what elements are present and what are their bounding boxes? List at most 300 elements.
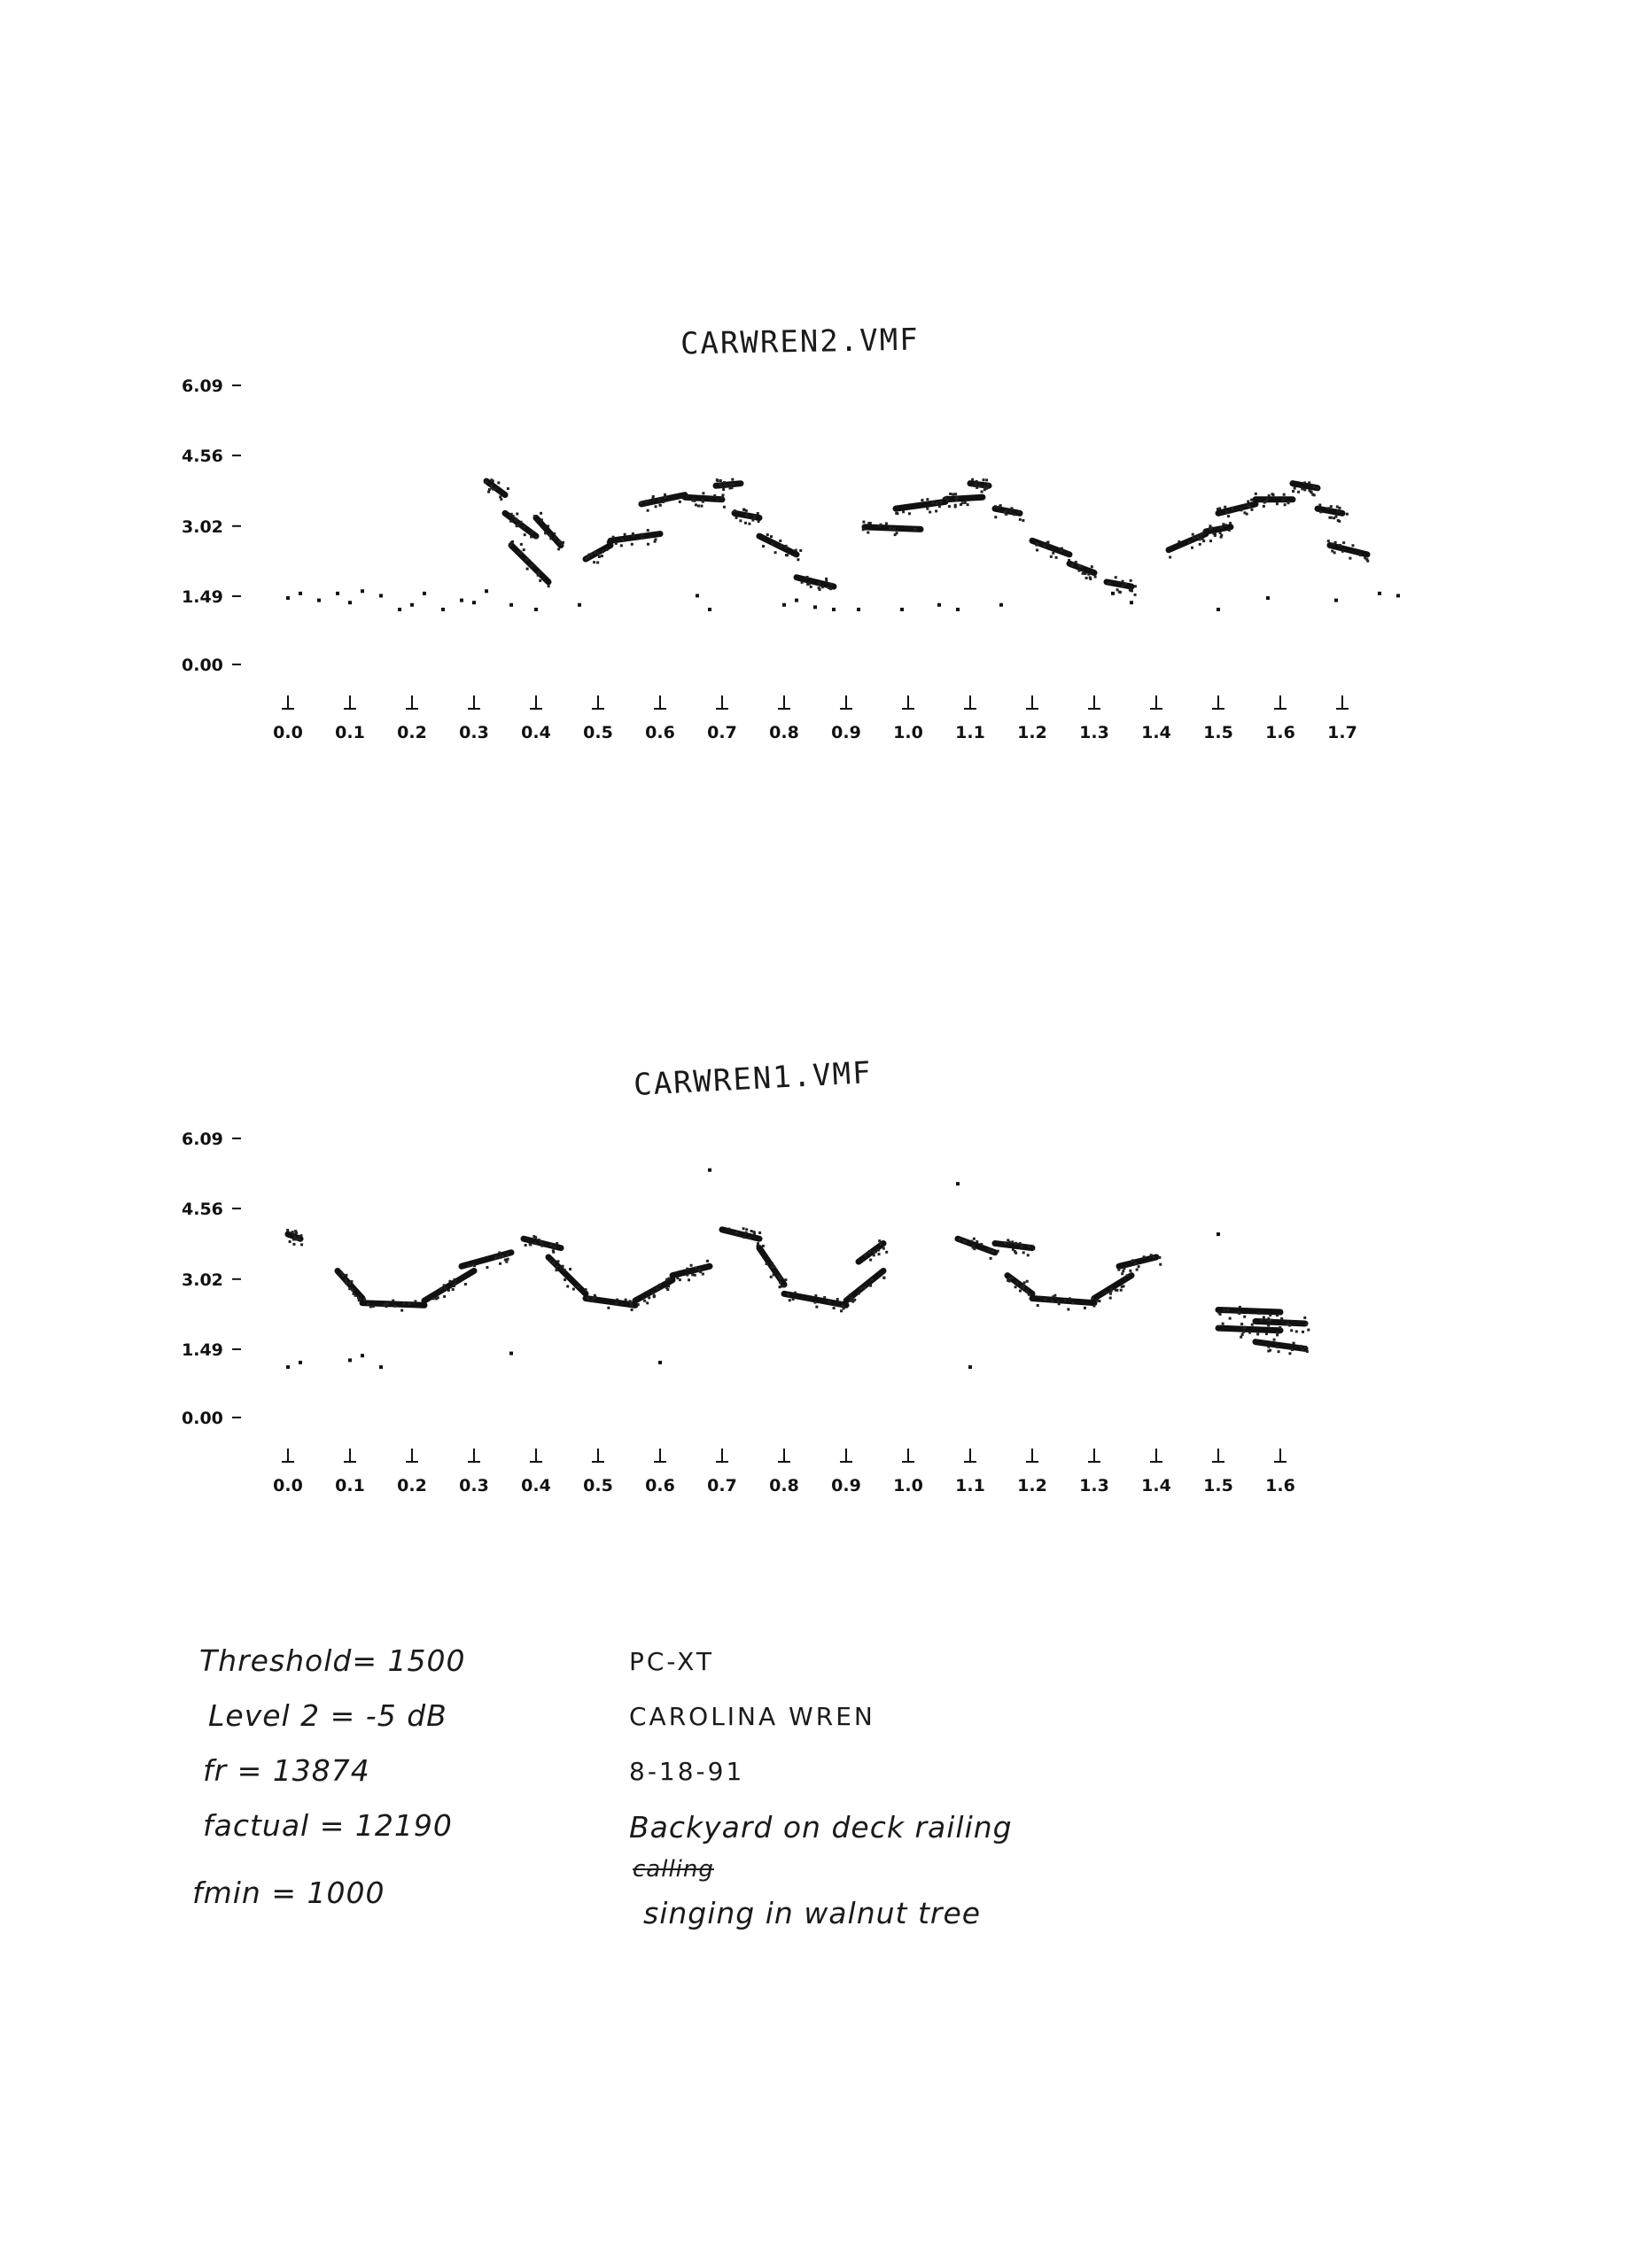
- x-tick-label: 0.6: [645, 1476, 675, 1495]
- data-speckle: [569, 1268, 571, 1270]
- data-speckle: [616, 1299, 618, 1301]
- data-speckle: [656, 1287, 658, 1290]
- data-speckle: [544, 532, 547, 534]
- data-speckle: [1260, 1318, 1263, 1321]
- chart-plot: [0, 292, 1648, 788]
- data-speckle: [1044, 545, 1046, 548]
- data-point: [578, 603, 581, 607]
- x-tick-label: 0.1: [335, 723, 365, 742]
- data-point: [1130, 601, 1133, 604]
- x-tick-label: 0.0: [273, 723, 303, 742]
- data-speckle: [1301, 487, 1303, 490]
- data-speckle: [1169, 555, 1171, 558]
- data-point: [1217, 1232, 1220, 1236]
- note-level: Level 2 = -5 dB: [208, 1698, 447, 1733]
- x-tick-label: 1.5: [1203, 1476, 1233, 1495]
- data-speckle: [499, 1262, 501, 1265]
- data-speckle: [538, 1239, 540, 1241]
- data-speckle: [452, 1288, 455, 1291]
- series-note-5: [1217, 1306, 1310, 1355]
- data-point: [534, 608, 538, 611]
- data-speckle: [779, 1285, 781, 1288]
- series-sparse: [286, 589, 1400, 611]
- data-speckle: [1316, 486, 1318, 489]
- data-speckle: [386, 1302, 389, 1305]
- y-tick-label: 1.49: [182, 586, 223, 607]
- data-speckle: [1123, 1267, 1125, 1270]
- data-speckle: [1007, 1279, 1009, 1282]
- data-speckle: [500, 498, 502, 501]
- data-speckle: [350, 1280, 353, 1283]
- data-speckle: [499, 1256, 501, 1259]
- data-speckle: [372, 1305, 375, 1308]
- series-note-2: [586, 478, 834, 591]
- data-speckle: [1134, 594, 1137, 596]
- data-speckle: [1242, 1331, 1245, 1333]
- data-speckle: [719, 479, 722, 482]
- data-speckle: [1341, 550, 1344, 553]
- data-speckle: [745, 1228, 748, 1231]
- data-speckle: [533, 1242, 536, 1245]
- data-speckle: [594, 551, 596, 554]
- data-point: [968, 1365, 972, 1369]
- data-speckle: [1028, 1293, 1030, 1296]
- data-speckle: [1327, 540, 1330, 542]
- data-speckle: [1286, 1324, 1288, 1326]
- data-speckle: [289, 1240, 292, 1243]
- data-speckle: [540, 518, 543, 521]
- data-stroke: [424, 1270, 474, 1301]
- data-speckle: [1244, 1326, 1247, 1329]
- data-speckle: [519, 550, 522, 553]
- data-speckle: [351, 1289, 354, 1292]
- data-speckle: [1222, 523, 1224, 525]
- data-point: [956, 608, 960, 611]
- data-point: [832, 608, 836, 611]
- data-speckle: [990, 1257, 992, 1260]
- data-speckle: [585, 1288, 587, 1291]
- data-speckle: [1134, 585, 1137, 587]
- data-speckle: [631, 1303, 634, 1306]
- data-speckle: [1110, 1288, 1113, 1291]
- data-speckle: [615, 542, 618, 545]
- series-note-1: [486, 478, 564, 587]
- data-speckle: [494, 1257, 497, 1260]
- data-speckle: [859, 1287, 862, 1290]
- data-speckle: [825, 579, 828, 582]
- data-speckle: [1303, 488, 1306, 491]
- data-speckle: [1019, 1290, 1022, 1293]
- data-speckle: [994, 516, 997, 518]
- data-speckle: [1013, 513, 1015, 516]
- data-speckle: [548, 533, 551, 536]
- data-speckle: [771, 1266, 773, 1269]
- data-speckle: [1010, 507, 1013, 509]
- data-point: [857, 608, 860, 611]
- note-threshold: Threshold= 1500: [199, 1643, 466, 1678]
- data-speckle: [1122, 585, 1124, 587]
- data-point: [423, 592, 426, 595]
- data-speckle: [758, 520, 760, 523]
- data-speckle: [1096, 1300, 1099, 1302]
- data-speckle: [408, 1302, 410, 1305]
- data-speckle: [1297, 491, 1300, 493]
- data-speckle: [698, 1270, 701, 1272]
- data-speckle: [510, 513, 513, 516]
- data-speckle: [745, 1231, 748, 1234]
- data-speckle: [516, 513, 518, 516]
- data-speckle: [1120, 1289, 1123, 1292]
- data-speckle: [615, 1302, 618, 1305]
- data-speckle: [1075, 561, 1077, 563]
- data-speckle: [815, 1306, 818, 1309]
- data-point: [361, 1354, 364, 1357]
- data-speckle: [734, 509, 736, 512]
- note-computer: PC-XT: [629, 1647, 714, 1676]
- data-speckle: [1303, 1317, 1306, 1319]
- x-tick-label: 1.7: [1327, 723, 1357, 742]
- x-tick-label: 0.1: [335, 1476, 365, 1495]
- data-speckle: [499, 495, 501, 498]
- data-speckle: [985, 487, 988, 490]
- data-speckle: [758, 1231, 761, 1234]
- data-speckle: [1188, 541, 1191, 544]
- data-speckle: [864, 1254, 867, 1256]
- data-speckle: [1009, 510, 1012, 513]
- data-speckle: [488, 488, 491, 491]
- data-speckle: [1159, 1263, 1162, 1266]
- data-speckle: [971, 478, 974, 481]
- data-speckle: [722, 488, 725, 491]
- note-singing: singing in walnut tree: [643, 1896, 982, 1930]
- data-speckle: [1046, 541, 1048, 544]
- data-speckle: [908, 512, 911, 515]
- data-speckle: [468, 1265, 470, 1268]
- data-speckle: [1091, 1297, 1093, 1300]
- data-stroke: [338, 1270, 362, 1298]
- data-speckle: [294, 1230, 297, 1232]
- y-tick-label: 3.02: [182, 517, 223, 537]
- data-speckle: [1015, 1281, 1018, 1284]
- data-speckle: [1011, 1240, 1014, 1243]
- data-speckle: [1288, 1352, 1291, 1355]
- data-speckle: [1336, 505, 1339, 508]
- data-speckle: [646, 500, 649, 502]
- data-speckle: [694, 500, 696, 502]
- x-tick-label: 1.5: [1203, 723, 1233, 742]
- x-tick-label: 0.6: [645, 723, 675, 742]
- data-speckle: [1055, 556, 1058, 559]
- data-speckle: [1199, 534, 1201, 537]
- data-speckle: [700, 505, 703, 508]
- data-speckle: [383, 1304, 385, 1307]
- data-speckle: [525, 1244, 527, 1247]
- data-speckle: [694, 1274, 696, 1277]
- data-speckle: [948, 505, 951, 508]
- data-speckle: [1248, 1332, 1251, 1334]
- data-speckle: [976, 480, 978, 483]
- data-speckle: [972, 1247, 975, 1249]
- data-stroke: [1107, 582, 1131, 586]
- data-speckle: [679, 501, 681, 503]
- data-point: [348, 1358, 352, 1362]
- data-speckle: [1269, 1314, 1271, 1317]
- data-point: [286, 1365, 290, 1369]
- x-tick-label: 0.2: [397, 723, 427, 742]
- data-speckle: [497, 481, 500, 484]
- data-speckle: [444, 1287, 447, 1290]
- y-tick-label: 4.56: [182, 447, 223, 467]
- data-speckle: [348, 1287, 351, 1290]
- data-stroke: [1255, 1321, 1305, 1324]
- data-speckle: [981, 491, 983, 493]
- data-speckle: [548, 585, 550, 587]
- data-speckle: [748, 1237, 750, 1239]
- data-speckle: [1077, 564, 1080, 567]
- data-speckle: [631, 1309, 634, 1311]
- data-speckle: [921, 499, 923, 501]
- data-speckle: [871, 1278, 874, 1281]
- data-speckle: [779, 1281, 781, 1284]
- data-speckle: [946, 499, 949, 501]
- data-speckle: [999, 505, 1001, 508]
- data-speckle: [1228, 529, 1231, 532]
- data-speckle: [688, 1278, 690, 1281]
- data-speckle: [1330, 505, 1333, 508]
- data-speckle: [729, 483, 732, 485]
- data-speckle: [602, 550, 604, 553]
- data-speckle: [1239, 1306, 1241, 1309]
- y-tick-label: 6.09: [182, 1130, 223, 1149]
- data-speckle: [840, 1309, 843, 1312]
- data-speckle: [868, 1251, 871, 1254]
- data-speckle: [494, 487, 497, 490]
- data-point: [286, 596, 290, 600]
- data-speckle: [1346, 513, 1349, 516]
- data-speckle: [1220, 526, 1223, 529]
- data-speckle: [1284, 503, 1287, 506]
- data-speckle: [1143, 1255, 1146, 1258]
- data-speckle: [664, 493, 666, 496]
- data-speckle: [367, 1303, 369, 1306]
- data-speckle: [1136, 1269, 1139, 1271]
- data-stroke: [1218, 1328, 1280, 1331]
- x-tick-label: 1.3: [1079, 723, 1109, 742]
- y-tick-label: 1.49: [182, 1340, 223, 1360]
- data-speckle: [300, 1234, 303, 1237]
- data-speckle: [651, 497, 654, 500]
- data-speckle: [1225, 510, 1228, 513]
- data-speckle: [679, 1278, 681, 1281]
- data-speckle: [646, 1301, 649, 1304]
- data-point: [1396, 594, 1400, 597]
- data-speckle: [1122, 580, 1124, 583]
- chart-carwren2: [0, 292, 1648, 788]
- x-tick-label: 0.3: [459, 1476, 489, 1495]
- data-speckle: [655, 505, 657, 508]
- data-speckle: [1295, 1330, 1298, 1332]
- data-speckle: [498, 1251, 501, 1254]
- data-stroke: [995, 1243, 1032, 1247]
- data-point: [379, 1365, 383, 1369]
- data-speckle: [814, 1294, 817, 1297]
- data-speckle: [842, 1304, 844, 1307]
- data-speckle: [1218, 507, 1221, 509]
- data-speckle: [525, 558, 528, 561]
- data-point: [509, 1352, 513, 1355]
- data-speckle: [1085, 577, 1088, 579]
- data-speckle: [487, 491, 490, 493]
- data-speckle: [1332, 542, 1334, 545]
- data-speckle: [1035, 544, 1038, 547]
- data-speckle: [507, 1258, 509, 1261]
- data-stroke: [462, 1253, 511, 1267]
- data-speckle: [1018, 511, 1021, 514]
- data-speckle: [492, 487, 494, 490]
- data-speckle: [1022, 519, 1024, 522]
- data-speckle: [659, 504, 662, 507]
- x-tick-label: 0.9: [831, 1476, 861, 1495]
- data-speckle: [432, 1297, 435, 1300]
- data-speckle: [1272, 493, 1275, 496]
- data-stroke: [759, 536, 797, 555]
- data-speckle: [806, 576, 809, 579]
- data-speckle: [713, 494, 716, 497]
- data-speckle: [558, 540, 561, 543]
- data-speckle: [976, 1240, 978, 1243]
- data-speckle: [780, 545, 782, 548]
- data-speckle: [293, 1238, 296, 1240]
- data-speckle: [519, 521, 522, 524]
- data-speckle: [631, 543, 634, 546]
- data-speckle: [991, 1250, 994, 1253]
- data-speckle: [1027, 1254, 1030, 1256]
- data-stroke: [1032, 1299, 1094, 1303]
- data-speckle: [697, 505, 700, 508]
- data-speckle: [620, 544, 623, 547]
- data-speckle: [647, 509, 649, 512]
- data-speckle: [723, 506, 726, 509]
- data-speckle: [955, 499, 958, 501]
- data-speckle: [762, 545, 765, 548]
- data-speckle: [1240, 1336, 1242, 1339]
- data-speckle: [717, 500, 719, 502]
- data-speckle: [353, 1293, 355, 1295]
- data-speckle: [799, 549, 802, 552]
- data-speckle: [970, 1240, 973, 1243]
- data-speckle: [691, 1273, 694, 1276]
- data-speckle: [1134, 1262, 1137, 1264]
- y-tick-label: 0.00: [182, 656, 223, 675]
- data-point: [348, 601, 352, 604]
- data-speckle: [1052, 552, 1054, 555]
- data-speckle: [735, 517, 738, 519]
- data-stroke: [846, 1270, 883, 1301]
- data-speckle: [1219, 1313, 1222, 1316]
- data-speckle: [643, 1300, 646, 1302]
- data-speckle: [1240, 509, 1242, 511]
- x-tick-label: 1.2: [1017, 1476, 1047, 1495]
- data-speckle: [1269, 1349, 1271, 1352]
- series-note-4: [1169, 481, 1369, 562]
- data-speckle: [726, 484, 728, 486]
- data-speckle: [628, 1300, 631, 1302]
- data-point: [410, 603, 414, 607]
- data-speckle: [598, 555, 601, 558]
- note-location: Backyard on deck railing: [629, 1810, 1013, 1845]
- data-speckle: [345, 1274, 347, 1277]
- data-point: [317, 599, 321, 602]
- data-speckle: [795, 549, 797, 552]
- data-speckle: [1037, 1304, 1039, 1307]
- data-speckle: [742, 1236, 745, 1239]
- data-speckle: [612, 536, 615, 539]
- data-speckle: [1036, 548, 1038, 551]
- data-speckle: [1199, 543, 1201, 546]
- data-speckle: [994, 505, 997, 508]
- data-speckle: [667, 1285, 670, 1287]
- data-speckle: [486, 481, 488, 484]
- data-speckle: [1229, 1317, 1232, 1320]
- data-speckle: [789, 1299, 791, 1301]
- data-speckle: [509, 545, 511, 548]
- data-speckle: [1331, 550, 1333, 553]
- data-speckle: [779, 1278, 781, 1280]
- data-speckle: [400, 1309, 403, 1312]
- data-speckle: [785, 545, 788, 548]
- data-speckle: [1192, 533, 1194, 536]
- note-calling-crossed: calling: [633, 1856, 714, 1883]
- data-speckle: [779, 540, 781, 542]
- data-speckle: [717, 479, 719, 482]
- data-speckle: [597, 553, 600, 555]
- data-speckle: [1278, 1350, 1280, 1353]
- data-speckle: [1050, 555, 1053, 558]
- data-speckle: [1209, 540, 1212, 542]
- data-speckle: [529, 1244, 532, 1247]
- data-speckle: [1248, 505, 1251, 508]
- data-speckle: [869, 1259, 872, 1262]
- data-speckle: [501, 1254, 504, 1257]
- data-speckle: [770, 1276, 773, 1278]
- data-speckle: [1226, 1309, 1229, 1311]
- data-speckle: [1220, 534, 1223, 537]
- data-speckle: [1290, 1329, 1293, 1332]
- data-speckle: [936, 502, 938, 505]
- data-speckle: [983, 478, 985, 481]
- data-speckle: [658, 1284, 661, 1286]
- data-speckle: [1277, 1332, 1279, 1334]
- data-speckle: [552, 1262, 555, 1264]
- data-speckle: [882, 1277, 885, 1279]
- data-speckle: [1069, 1297, 1071, 1300]
- data-speckle: [885, 1251, 888, 1254]
- data-speckle: [1276, 502, 1279, 505]
- data-speckle: [926, 508, 929, 510]
- data-speckle: [980, 1243, 983, 1246]
- data-speckle: [1008, 1277, 1011, 1279]
- data-speckle: [772, 542, 774, 545]
- x-tick-label: 0.0: [273, 1476, 303, 1495]
- data-speckle: [1084, 1307, 1086, 1309]
- data-speckle: [1150, 1254, 1153, 1256]
- data-speckle: [533, 515, 536, 517]
- data-point: [658, 1361, 662, 1364]
- data-point: [956, 1182, 960, 1185]
- data-speckle: [662, 501, 665, 503]
- data-speckle: [744, 522, 747, 524]
- data-speckle: [537, 571, 540, 573]
